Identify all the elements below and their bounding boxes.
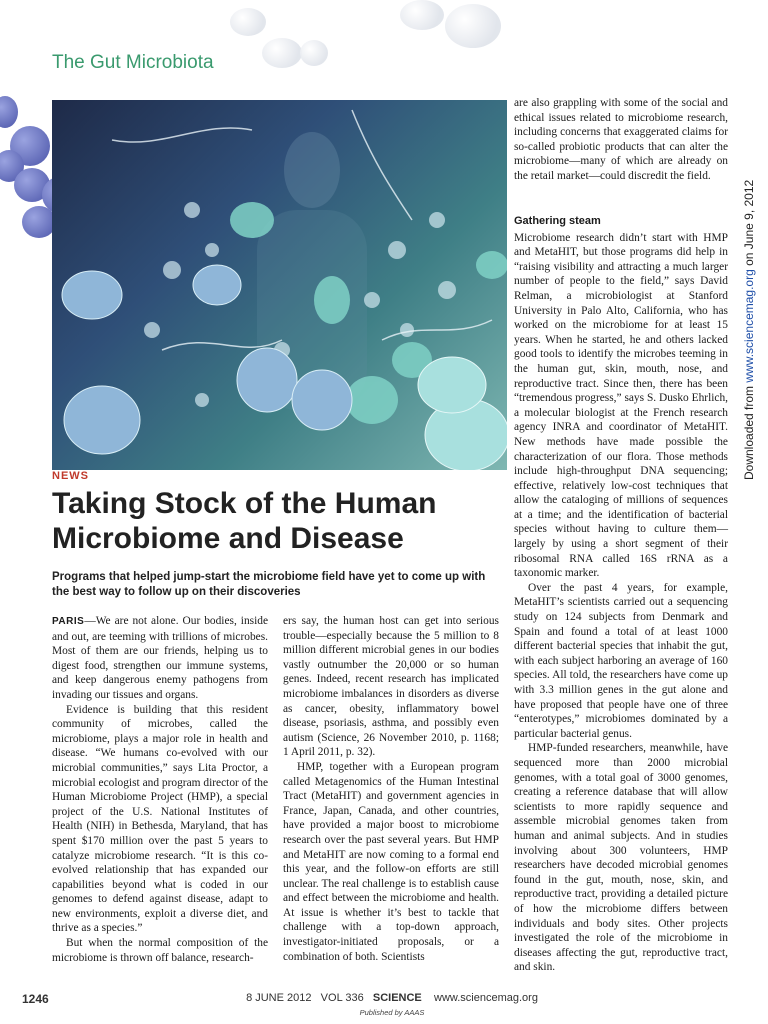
page-number: 1246 <box>22 992 49 1006</box>
paragraph: are also grappling with some of the social and ethical issues related to microbiome research, including concerns that exaggerated claims for so-called probiotic products that can alter the microbiome—many of which are already on the retail market—could discredit the field. <box>514 97 728 182</box>
footer-journal: SCIENCE <box>372 992 422 1004</box>
footer-website: www.sciencemag.org <box>434 992 538 1004</box>
article-column-1 <box>52 614 268 965</box>
published-by: Published by AAAS <box>359 1008 425 1017</box>
decor-bubble <box>300 40 328 66</box>
decor-bubble <box>230 8 266 36</box>
download-credit-suffix: on June 9, 2012 <box>742 179 756 270</box>
section-label: The Gut Microbiota <box>52 52 214 73</box>
deck: Programs that helped jump-start the microbiome field have yet to come up with the best way to follow up on their discoveries <box>52 571 486 598</box>
decor-bubble <box>262 38 302 68</box>
paragraph: HMP, together with a European program called Metagenomics of the Human Intestinal Tract (MetaHIT) and government agencies in France, Japan, Canada, and other countries, have provided a major boost to microbiome research over the past several years. But HMP and MetaHIT are now coming to a formal end this year, and the follow-on efforts are still unclear. The real challenge is to establish cause and effect between the microbiome and health. At issue is whether it’s best to tackle that challenge with a top-down approach, investigator-initiated proposals, or a combination of both. Scientists <box>283 760 499 963</box>
decor-bubble <box>445 4 501 48</box>
decor-bubble <box>400 0 444 30</box>
microbes-illustration <box>52 100 507 470</box>
headline <box>52 486 502 556</box>
headline-line-1: Taking Stock of the Human <box>52 487 437 520</box>
news-label: NEWS <box>52 470 89 482</box>
download-credit <box>742 80 756 480</box>
hero-illustration <box>52 100 507 470</box>
paragraph <box>52 614 268 703</box>
footer-volume: VOL 336 <box>320 992 364 1004</box>
paragraph: Evidence is building that this resident community of microbes, called the microbiome, plays a major role in health and disease. “We humans co-evolved with our microbial communities,” says Lita Proctor, a microbial ecologist and program director of the Human Microbiome Project (HMP), a special project of the U.S. National Institutes of Health (NIH) in Bethesda, Maryland, that has spent $170 million over the past 5 years to catalyze microbiome research. “It is this co-evolved relationship that has expanded our capabilities beyond what is coded in our genomes to defend against disease, adapt to new environments, exploit a diverse diet, and thrive as a species.” <box>52 703 268 935</box>
paragraph-text: —We are not alone. Our bodies, inside and out, are teeming with trillions of microbes. Most of them are our friends, helping us to digest food, strengthen our immune systems, and keep dangerous enemy pathogens from invading our tissues and organs. <box>52 615 268 701</box>
paragraph: HMP-funded researchers, meanwhile, have sequenced more than 2000 microbial genomes, with a total goal of 3000 genomes, creating a reference database that will allow scientists to more rapidly sequence and assemble microbial genomes taken from human and animal subjects. And in studies involving about 300 volunteers, HMP researchers have decoded microbial genomes found in the gut, mouth, nose, skin, and reproductive tract, providing a detailed picture of how the microbiome differs between individuals and body sites. Other projects investigated the role of the microbiome in diseases affecting the gut, reproductive tract, and skin. <box>514 742 728 974</box>
headline-line-2: Microbiome and Disease <box>52 522 404 555</box>
download-credit-prefix: Downloaded from <box>742 382 756 480</box>
paragraph: But when the normal composition of the microbiome is thrown off balance, research- <box>52 937 268 964</box>
footer-date: 8 JUNE 2012 <box>246 992 312 1004</box>
footer-info <box>232 992 552 1004</box>
sciencemag-link[interactable]: www.sciencemag.org <box>742 269 756 383</box>
article-column-2 <box>283 614 499 964</box>
paragraph: ers say, the human host can get into serious trouble—especially because the 5 million to 8 million different microbial genes in our bodies vastly outnumber the 20,000 or so human genes. Indeed, recent research has implicated microbiome imbalances in disorders as diverse as cancer, obesity, inflammatory bowel disease, psoriasis, asthma, and possibly even autism (Science, 26 November 2010, p. 1168; 1 April 2011, p. 32). <box>283 615 499 759</box>
decor-bubble <box>0 96 18 128</box>
article-column-3-top <box>514 96 728 184</box>
paragraph: Microbiome research didn’t start with HMP and MetaHIT, but those programs did help in “raising visibility and attracting a much larger number of people to the field,” says David Relman, a microbiologist at Stanford University in Palo Alto, California, who has worked on the microbiome for at least 15 years. When he started, he and others lacked good tools to identify the microbes teeming in the human gut, skin, mouth, nose, and reproductive tract. Since then, there has been “tremendous progress,” says S. Dusko Ehrlich, a molecular biologist at the French research agency INRA and coordinator of MetaHIT. New methods have made possible the characterization of our flora. Those methods include high-throughput DNA sequencing; effective, relatively low-cost techniques that allow the cataloging of millions of sequences at a time; and the identification of bacterial species without having to culture them—largely by using a short segment of their ribosomal RNA called 16S rRNA as a taxonomic marker. <box>514 231 728 580</box>
decor-bubble <box>22 206 56 238</box>
paragraph: Over the past 4 years, for example, MetaHIT’s scientists carried out a sequencing study on 124 subjects from Denmark and Spain and found a total of at least 1000 different bacterial species that inhabit the gut, with each subject harboring an average of 160 species. All told, the researchers have come up with 3.3 million genes in the gut alone and have proposed that people have one of three “enterotypes,” microbiomes dominated by a particular bacterial genus. <box>514 581 728 740</box>
subhead: Gathering steam <box>514 215 601 227</box>
article-column-3 <box>514 214 728 975</box>
dateline: PARIS <box>52 616 85 627</box>
